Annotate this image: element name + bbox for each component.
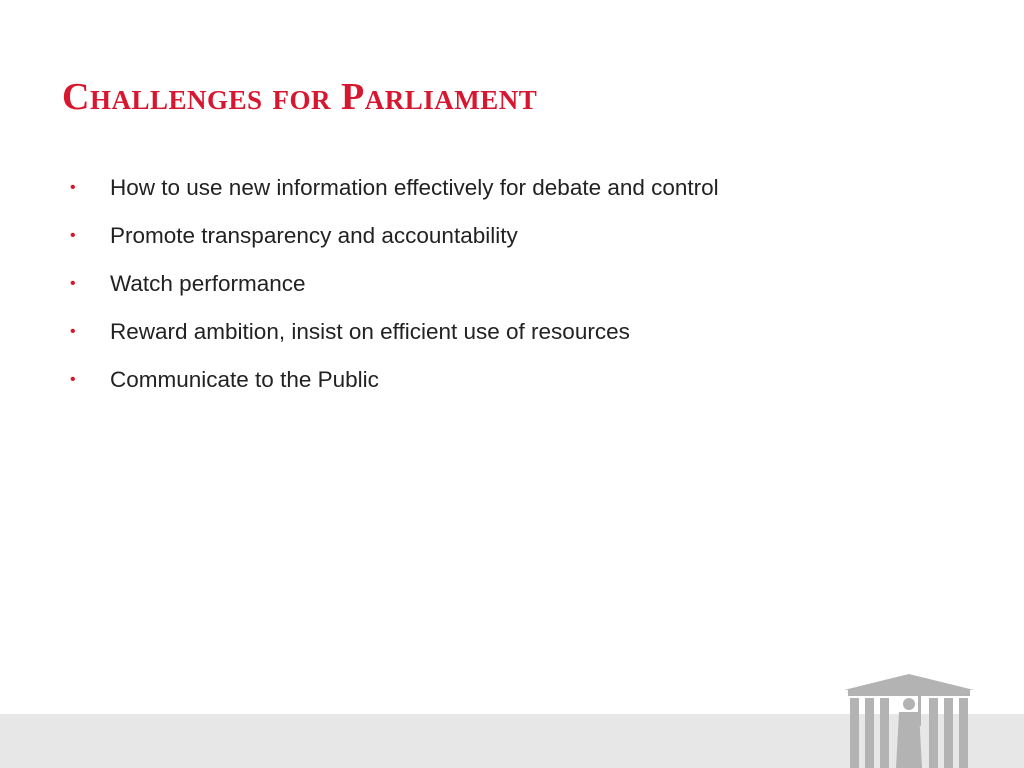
bullet-list	[70, 164, 719, 404]
bullet-item	[70, 308, 719, 356]
parliament-building-icon	[844, 670, 974, 768]
column	[880, 698, 889, 768]
bullet-item	[70, 356, 719, 404]
column	[929, 698, 938, 768]
column	[850, 698, 859, 768]
entablature	[848, 690, 970, 696]
bullet-icon: •	[70, 275, 76, 292]
bullet-icon: •	[70, 179, 76, 196]
bullet-icon: •	[70, 227, 76, 244]
column	[944, 698, 953, 768]
bullet-icon: •	[70, 323, 76, 340]
logo-shapes	[844, 674, 974, 768]
bullet-text: Watch performance	[110, 271, 306, 296]
statue-spear	[918, 682, 921, 726]
pediment	[844, 674, 974, 690]
column	[959, 698, 968, 768]
bullet-text: Reward ambition, insist on efficient use of resources	[110, 319, 630, 344]
bullet-item	[70, 260, 719, 308]
bullet-text: Promote transparency and accountability	[110, 223, 518, 248]
slide-title: Challenges for Parliament	[62, 76, 538, 118]
bullet-text: How to use new information effectively for debate and control	[110, 175, 719, 200]
bullet-text: Communicate to the Public	[110, 367, 379, 392]
bullet-item	[70, 212, 719, 260]
column	[865, 698, 874, 768]
bullet-item	[70, 164, 719, 212]
bullet-icon: •	[70, 371, 76, 388]
statue-head	[903, 698, 915, 710]
